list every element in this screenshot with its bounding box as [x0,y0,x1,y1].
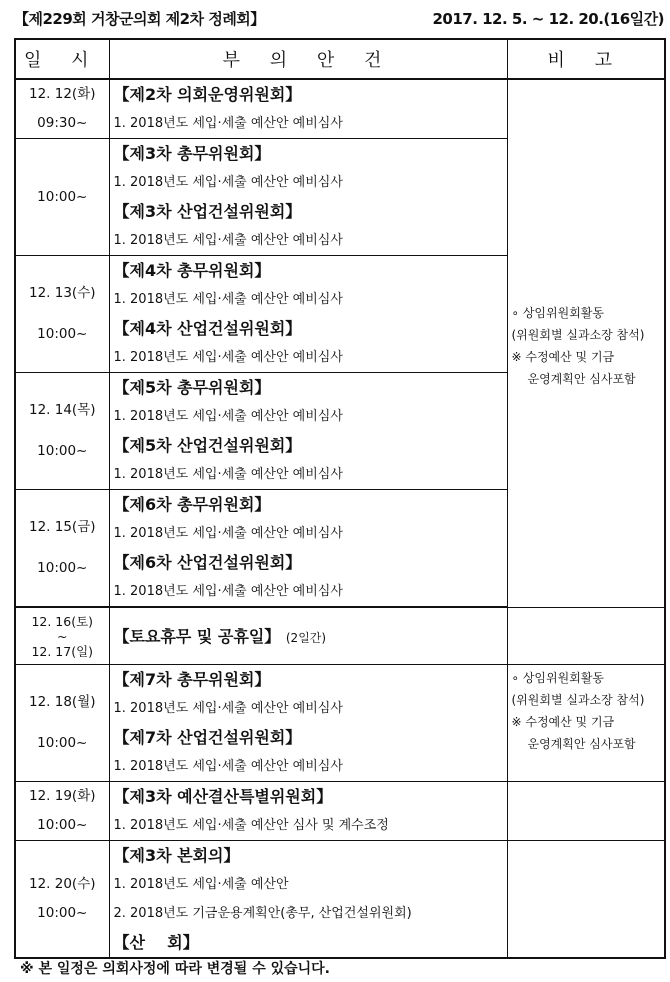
agenda-item: 1. 2018년도 세입·세출 예산안 심사 및 계수조정 [113,818,389,833]
date-cell [15,608,109,665]
footnote: ※ 본 일정은 의회사정에 따라 변경될 수 있습니다. [20,961,331,977]
agenda-item: 1. 2018년도 세입·세출 예산안 예비심사 [113,175,343,190]
date-text: 12. 17(일) [31,643,94,659]
remark-line: 운영계획안 심사포함 [527,737,636,751]
date-text: 12. 16(토) [31,613,94,629]
committee-title: 【산 회】 [113,933,199,952]
remark-line: (위원회별 실과소장 참석) [511,693,645,707]
agenda-cell [109,490,507,607]
agenda-cell [109,79,507,139]
agenda-item: 1. 2018년도 세입·세출 예산안 예비심사 [113,584,343,599]
committee-title: 【제7차 총무위원회】 [113,670,271,689]
date-text: 12. 14(목) [28,402,96,418]
date-cell [15,256,109,373]
table-row [15,79,665,139]
agenda-item: 1. 2018년도 세입·세출 예산안 예비심사 [113,116,343,131]
time-text: 10:00~ [37,817,88,833]
document-header [14,8,664,34]
remarks-cell [507,608,665,665]
date-cell [15,841,109,959]
agenda-cell [109,256,507,373]
remarks-cell [507,782,665,841]
date-cell [15,782,109,841]
committee-title: 【제4차 총무위원회】 [113,261,271,280]
agenda-item: 1. 2018년도 세입·세출 예산안 [113,877,289,892]
date-cell [15,373,109,490]
committee-title: 【제5차 총무위원회】 [113,378,271,397]
time-text: 09:30~ [37,115,88,131]
col-header-remarks: 비 고 [507,39,665,79]
agenda-item: 1. 2018년도 세입·세출 예산안 예비심사 [113,467,343,482]
holiday-label: 【토요휴무 및 공휴일】 [113,626,281,646]
agenda-item: 1. 2018년도 세입·세출 예산안 예비심사 [113,350,343,365]
time-text: 10:00~ [37,905,88,921]
date-text: 12. 15(금) [28,519,96,535]
time-text: 10:00~ [37,188,88,205]
time-text: 10:00~ [37,443,88,459]
tilde-text: ~ [57,628,68,644]
remarks-cell [507,841,665,959]
date-text: 12. 20(수) [28,876,96,892]
holiday-title [110,622,507,651]
time-text: 10:00~ [37,326,88,342]
agenda-cell [109,373,507,490]
agenda-cell [109,841,507,959]
agenda-item: 2. 2018년도 기금운용계획안(총무, 산업건설위원회) [113,906,412,921]
committee-title: 【제3차 본회의】 [113,846,240,865]
time-text: 10:00~ [37,560,88,576]
agenda-item: 1. 2018년도 세입·세출 예산안 예비심사 [113,292,343,307]
remark-line: ∘ 상임위원회활동 [511,671,604,685]
holiday-days: (2일간) [285,630,327,645]
remark-line: (위원회별 실과소장 참석) [511,328,645,342]
table-row [15,841,665,959]
agenda-item: 1. 2018년도 세입·세출 예산안 예비심사 [113,701,343,716]
committee-title: 【제3차 총무위원회】 [113,144,271,163]
committee-title: 【제2차 의회운영위원회】 [113,85,302,104]
committee-title: 【제6차 산업건설위원회】 [113,553,302,572]
table-row [15,608,665,665]
committee-title: 【제4차 산업건설위원회】 [113,319,302,338]
committee-title: 【제3차 예산결산특별위원회】 [113,787,333,806]
agenda-cell [109,782,507,841]
agenda-cell [109,608,507,665]
table-header-row [15,39,665,79]
col-header-agenda: 부 의 안 건 [109,39,507,79]
agenda-item: 1. 2018년도 세입·세출 예산안 예비심사 [113,409,343,424]
date-text: 12. 12(화) [28,86,96,102]
remarks-cell [507,79,665,608]
remark-line: 운영계획안 심사포함 [527,372,636,386]
date-cell [15,139,109,256]
committee-title: 【제5차 산업건설위원회】 [113,436,302,455]
agenda-cell [109,665,507,782]
remark-line: ※ 수정예산 및 기금 [511,715,615,729]
agenda-cell [109,139,507,256]
date-text: 12. 18(월) [28,694,96,710]
date-cell [15,79,109,139]
date-cell [15,490,109,607]
date-text: 12. 13(수) [28,285,96,301]
agenda-item: 1. 2018년도 세입·세출 예산안 예비심사 [113,233,343,248]
remarks-cell [507,665,665,782]
committee-title: 【제3차 산업건설위원회】 [113,202,302,221]
col-header-datetime: 일 시 [15,39,109,79]
table-row [15,782,665,841]
session-period: 2017. 12. 5. ~ 12. 20.(16일간) [432,10,664,28]
agenda-item: 1. 2018년도 세입·세출 예산안 예비심사 [113,759,343,774]
table-row [15,665,665,782]
schedule-table [14,38,666,959]
remark-line: ※ 수정예산 및 기금 [511,350,615,364]
agenda-item: 1. 2018년도 세입·세출 예산안 예비심사 [113,526,343,541]
time-text: 10:00~ [37,735,88,751]
session-title: 【제229회 거창군의회 제2차 정례회】 [14,10,265,28]
committee-title: 【제7차 산업건설위원회】 [113,728,302,747]
date-cell [15,665,109,782]
date-text: 12. 19(화) [28,788,96,804]
remark-line: ∘ 상임위원회활동 [511,306,604,320]
committee-title: 【제6차 총무위원회】 [113,495,271,514]
